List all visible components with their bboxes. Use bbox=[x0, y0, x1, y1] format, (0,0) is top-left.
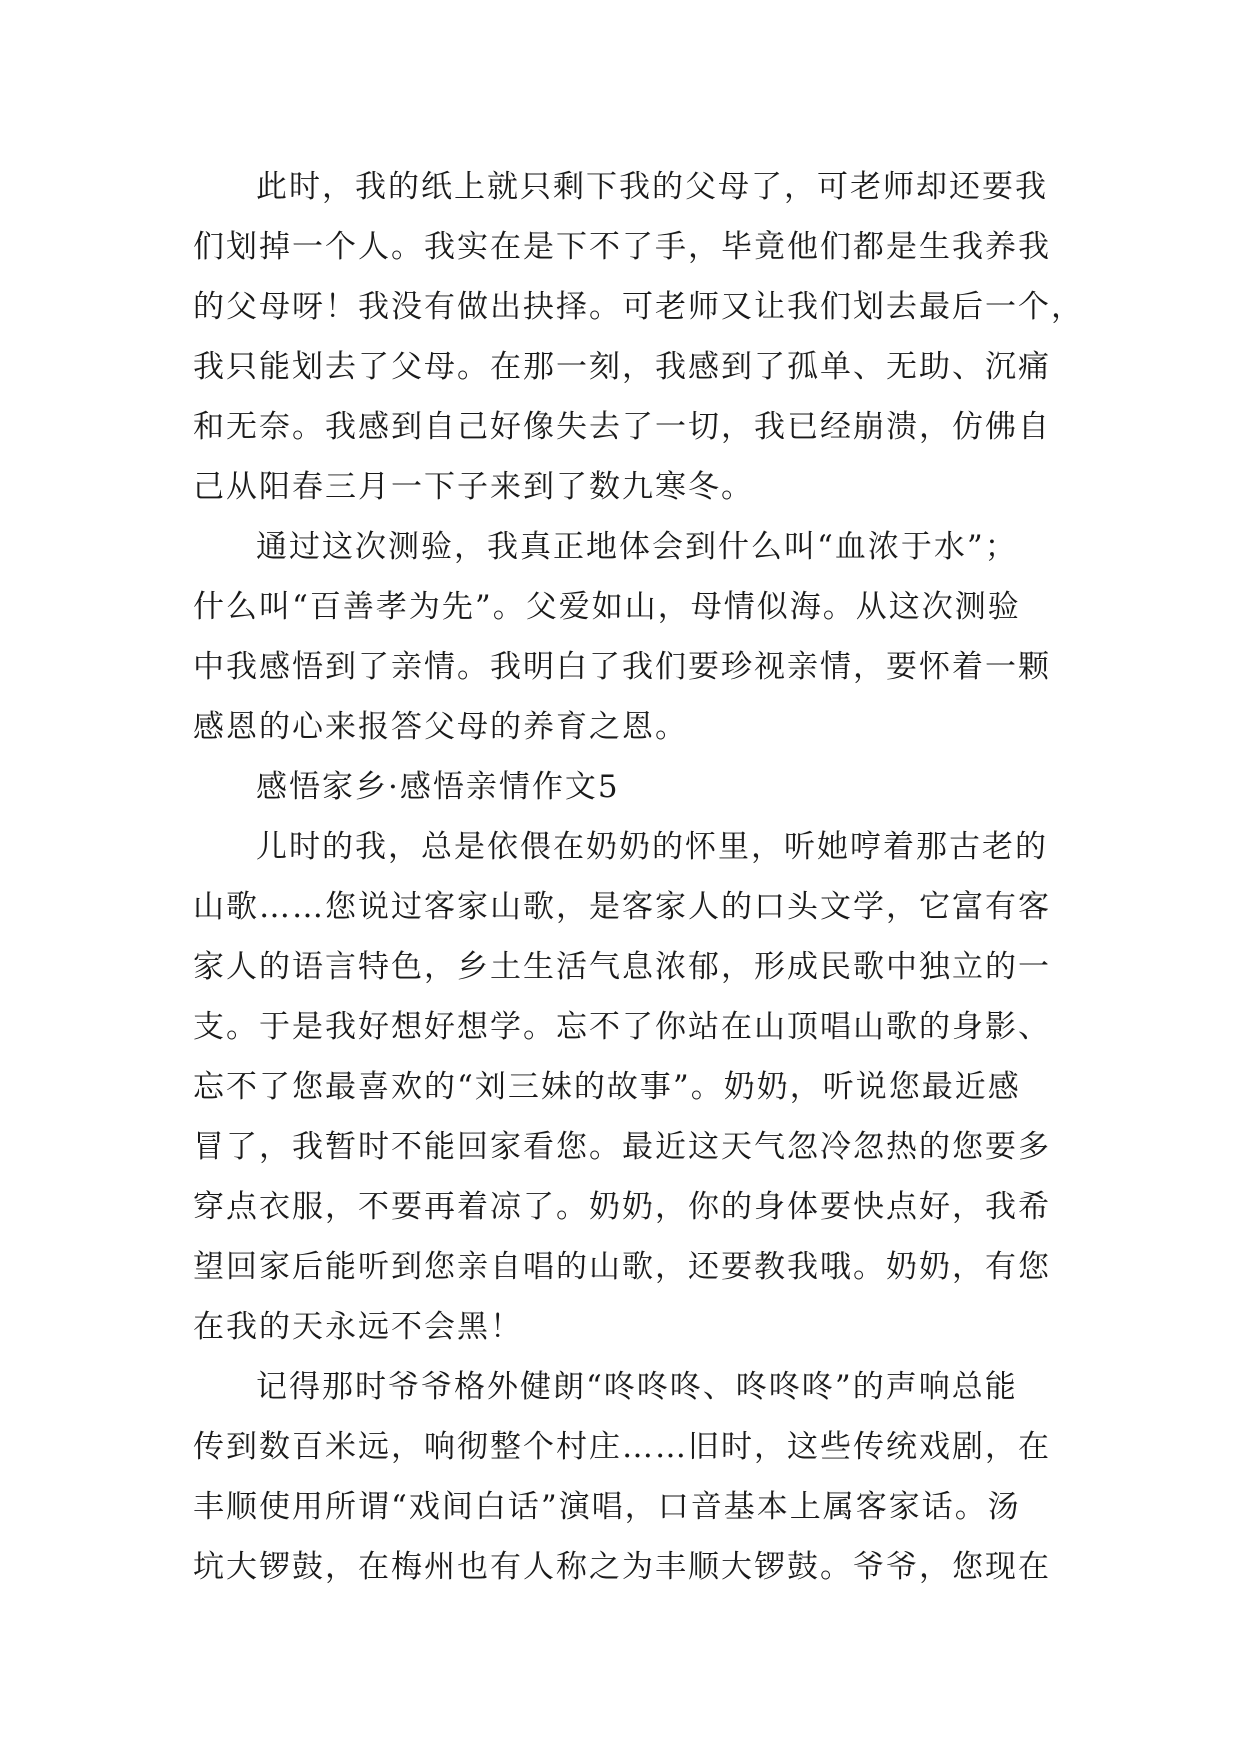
text-line: 坑大锣鼓，在梅州也有人称之为丰顺大锣鼓。爷爷，您现在 bbox=[193, 1549, 1051, 1585]
text-line: 和无奈。我感到自己好像失去了一切，我已经崩溃，仿佛自 bbox=[193, 409, 1051, 445]
text-line: 山歌……您说过客家山歌，是客家人的口头文学，它富有客 bbox=[193, 889, 1051, 925]
text-line: 冒了，我暂时不能回家看您。最近这天气忽冷忽热的您要多 bbox=[193, 1129, 1051, 1165]
text-line: 感恩的心来报答父母的养育之恩。 bbox=[193, 709, 688, 745]
text-line: 儿时的我，总是依偎在奶奶的怀里，听她哼着那古老的 bbox=[256, 829, 1048, 865]
text-line: 们划掉一个人。我实在是下不了手，毕竟他们都是生我养我 bbox=[193, 229, 1051, 265]
text-line: 通过这次测验，我真正地体会到什么叫“血浓于水”； bbox=[256, 529, 1018, 565]
text-line: 忘不了您最喜欢的“刘三妹的故事”。奶奶，听说您最近感 bbox=[193, 1069, 1021, 1105]
text-line: 支。于是我好想好想学。忘不了你站在山顶唱山歌的身影、 bbox=[193, 1009, 1051, 1045]
text-line: 丰顺使用所谓“戏间白话”演唱，口音基本上属客家话。汤 bbox=[193, 1489, 1021, 1525]
text-line: 的父母呀！我没有做出抉择。可老师又让我们划去最后一个， bbox=[193, 289, 1084, 325]
text-line: 望回家后能听到您亲自唱的山歌，还要教我哦。奶奶，有您 bbox=[193, 1249, 1051, 1285]
text-line: 传到数百米远，响彻整个村庄……旧时，这些传统戏剧，在 bbox=[193, 1429, 1051, 1465]
text-line: 此时，我的纸上就只剩下我的父母了，可老师却还要我 bbox=[256, 169, 1048, 205]
text-line: 中我感悟到了亲情。我明白了我们要珍视亲情，要怀着一颗 bbox=[193, 649, 1051, 685]
text-line: 我只能划去了父母。在那一刻，我感到了孤单、无助、沉痛 bbox=[193, 349, 1051, 385]
text-line: 穿点衣服，不要再着凉了。奶奶，你的身体要快点好，我希 bbox=[193, 1189, 1051, 1225]
text-line: 己从阳春三月一下子来到了数九寒冬。 bbox=[193, 469, 754, 505]
text-line: 在我的天永远不会黑！ bbox=[193, 1309, 523, 1345]
text-line: 记得那时爷爷格外健朗“咚咚咚、咚咚咚”的声响总能 bbox=[256, 1369, 1018, 1405]
text-line: 家人的语言特色，乡土生活气息浓郁，形成民歌中独立的一 bbox=[193, 949, 1051, 985]
section-heading: 感悟家乡·感悟亲情作文5 bbox=[256, 769, 620, 805]
text-line: 什么叫“百善孝为先”。父爱如山，母情似海。从这次测验 bbox=[193, 589, 1021, 625]
